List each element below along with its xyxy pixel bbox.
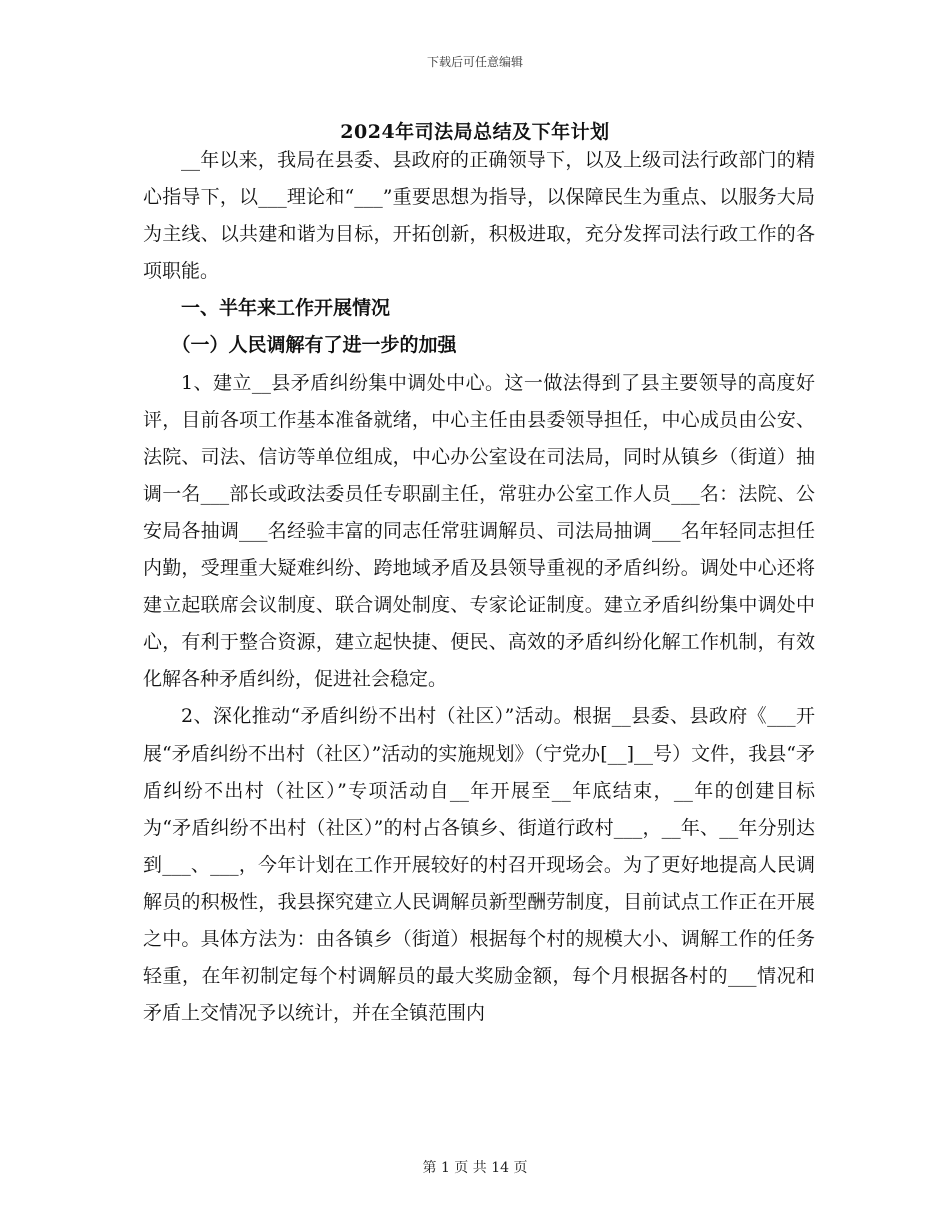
subsection-heading: （一）人民调解有了进一步的加强 — [171, 334, 457, 357]
page-number: 第 1 页 共 14 页 — [422, 1160, 528, 1176]
document-title: 2024年司法局总结及下年计划 — [340, 121, 610, 143]
page-header-note: 下载后可任意编辑 — [426, 55, 523, 69]
item-2-paragraph: 2、深化推动“矛盾纠纷不出村（社区）”活动。根据__县委、县政府《___开展“矛盾纠纷不出村（社区）”活动的实施规划》（宁党办[__]__号）文件，我县“矛盾纠纷不出村（社区）”专项活动自__年开展至__年底结束，__年的创建目标为“矛盾纠纷不出村（社区）”的村占各镇乡、街道行政村___，__年、__年分别达到___、___，今年计划在工作开展较好的村召开现场会。为了更好地提高人民调解员的积极性，我县探究建立人民调解员新型酬劳制度，目前试点工作正在开展之中。具体方法为：由各镇乡（街道）根据每个村的规模大小、调解工作的任务轻重，在年初制定每个村调解员的最大奖励金额，每个月根据各村的___情况和矛盾上交情况予以统计，并在全镇范围内 — [143, 705, 815, 1025]
section-heading: 一、半年来工作开展情况 — [181, 297, 391, 320]
item-1-paragraph: 1、建立__县矛盾纠纷集中调处中心。这一做法得到了县主要领导的高度好评，目前各项工作基本准备就绪，中心主任由县委领导担任，中心成员由公安、法院、司法、信访等单位组成，中心办公室设在司法局，同时从镇乡（街道）抽调一名___部长或政法委员任专职副主任，常驻办公室工作人员___名：法院、公安局各抽调___名经验丰富的同志任常驻调解员、司法局抽调___名年轻同志担任内勤，受理重大疑难纠纷、跨地域矛盾及县领导重视的矛盾纠纷。调处中心还将建立起联席会议制度、联合调处制度、专家论证制度。建立矛盾纠纷集中调处中心，有利于整合资源，建立起快捷、便民、高效的矛盾纠纷化解工作机制，有效化解各种矛盾纠纷，促进社会稳定。 — [143, 371, 815, 691]
document-body — [143, 142, 815, 1032]
intro-paragraph: __年以来，我局在县委、县政府的正确领导下，以及上级司法行政部门的精心指导下，以___理论和“___”重要思想为指导，以保障民生为重点、以服务大局为主线、以共建和谐为目标，开拓创新，积极进取，充分发挥司法行政工作的各项职能。 — [143, 149, 815, 283]
